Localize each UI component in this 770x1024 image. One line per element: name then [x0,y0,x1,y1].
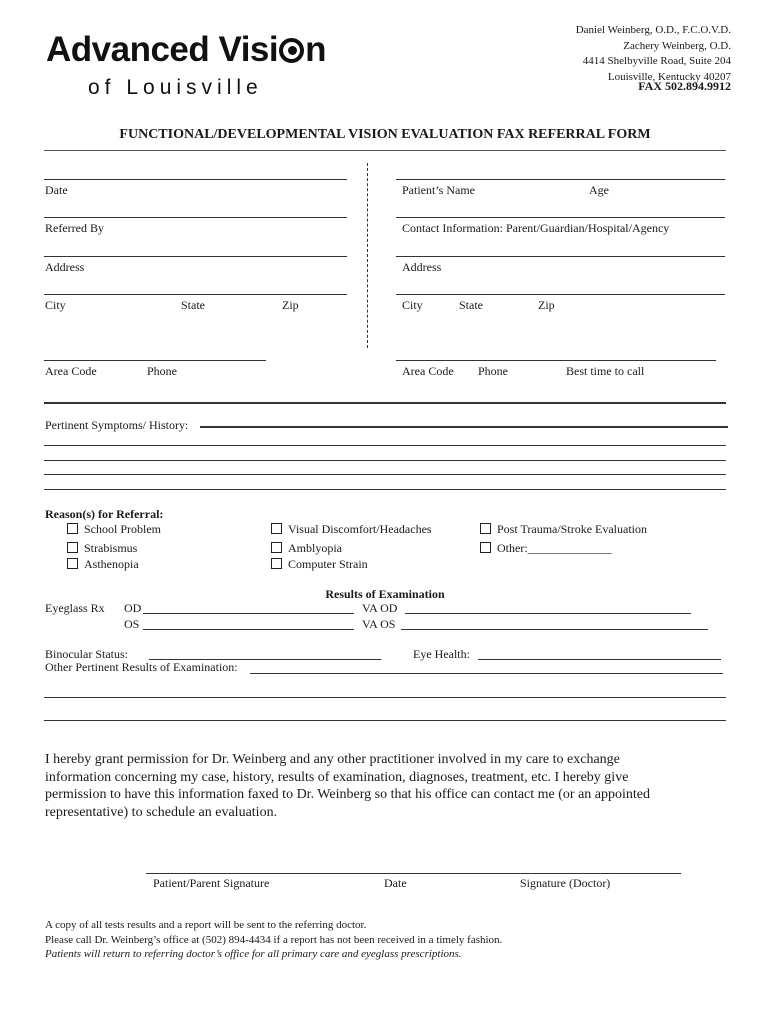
other-results-field[interactable] [250,673,723,674]
patient-phone-line[interactable] [396,360,716,361]
date-label: Date [45,183,68,197]
reason-label: Strabismus [84,541,138,555]
reasons-heading: Reason(s) for Referral: [45,507,164,521]
doctor-signature-label: Signature (Doctor) [520,876,611,890]
od-field[interactable] [143,613,354,614]
reason-checkbox-strabismus[interactable] [67,541,137,556]
practice-info [576,23,731,85]
permission-line: I hereby grant permission for Dr. Weinberg and any other practitioner involved in my care to exchange [45,752,620,767]
eyeglass-rx-label: Eyeglass Rx [45,601,105,615]
reason-checkbox-asthenopia[interactable] [67,557,139,572]
checkbox-icon[interactable] [271,558,282,569]
patient-phone-label: Phone [478,364,508,378]
reason-checkbox-visual-discomfort[interactable] [271,522,432,537]
permission-line: representative) to schedule an evaluation. [45,804,278,820]
logo-subtitle: of Louisville [88,76,263,99]
symptoms-label: Pertinent Symptoms/ History: [45,418,189,432]
reason-checkbox-school-problem[interactable] [67,522,161,537]
referred-by-label: Referred By [45,221,104,235]
va-od-label: VA OD [362,601,398,615]
reason-label: Visual Discomfort/Headaches [288,522,432,536]
referrer-address-label: Address [45,260,85,274]
checkbox-icon[interactable] [67,558,78,569]
column-divider [367,163,368,348]
symptoms-line-1[interactable] [200,426,728,428]
eye-health-field[interactable] [478,659,721,660]
symptoms-line-5[interactable] [44,489,726,490]
checkbox-icon[interactable] [480,542,491,553]
reason-label: Amblyopia [288,541,342,555]
os-label: OS [124,617,140,631]
other-results-line-3[interactable] [44,720,726,721]
patient-name-label: Patient’s Name [402,183,475,197]
footer-note-2: Please call Dr. Weinberg’s office at (502) 894-4434 if a report has not been received in a timely fashion. [45,934,503,946]
reason-checkbox-amblyopia[interactable] [271,541,342,556]
reason-label: Other:______________ [497,541,612,555]
referrer-phone-label: Phone [147,364,177,378]
permission-statement [45,751,650,821]
va-os-field[interactable] [401,629,708,630]
referred-by-line[interactable] [44,217,347,218]
patient-address-label: Address [402,260,442,274]
patient-area-code-label: Area Code [402,364,454,378]
eye-health-label: Eye Health: [413,647,470,661]
other-results-label: Other Pertinent Results of Examination: [45,660,238,674]
checkbox-icon[interactable] [271,523,282,534]
reason-label: School Problem [84,522,161,536]
contact-label: Contact Information: Parent/Guardian/Hospital/Agency [402,221,670,235]
practice-city: Louisville, Kentucky 40207 [607,70,731,83]
binocular-label: Binocular Status: [45,647,128,661]
doctor-name-1: Daniel Weinberg, O.D., F.C.O.V.D. [575,24,731,36]
patient-name-line[interactable] [396,179,725,180]
referrer-city-line[interactable] [44,294,347,295]
other-results-line-2[interactable] [44,697,726,698]
date-line[interactable] [44,179,347,180]
reason-checkbox-computer-strain[interactable] [271,557,368,572]
results-heading: Results of Examination [325,587,445,601]
doctor-name-2: Zachery Weinberg, O.D. [623,39,731,52]
checkbox-icon[interactable] [271,542,282,553]
best-time-label: Best time to call [566,364,645,378]
signature-date-label: Date [384,876,407,890]
permission-line: information concerning my case, history, results of examination, diagnoses, treatment, etc. I hereby give [45,769,629,785]
patient-city-line[interactable] [396,294,725,295]
va-os-label: VA OS [362,617,396,631]
logo-text: Advanced Visi [46,30,279,69]
patient-city-label: City [402,298,423,312]
checkbox-icon[interactable] [67,523,78,534]
reason-checkbox-post-trauma[interactable] [480,522,647,537]
reason-label: Post Trauma/Stroke Evaluation [497,522,647,536]
referrer-zip-label: Zip [282,298,299,312]
patient-state-label: State [459,298,483,312]
checkbox-icon[interactable] [480,523,491,534]
reason-label: Computer Strain [288,557,368,571]
permission-line: permission to have this information faxed to Dr. Weinberg so that his office can contact me (or an appointed [45,787,650,803]
symptoms-line-4[interactable] [44,474,726,475]
referrer-state-label: State [181,298,205,312]
referrer-city-label: City [45,298,66,312]
va-od-field[interactable] [405,613,691,614]
logo-eye-icon [279,38,304,63]
reason-checkbox-other[interactable] [480,541,612,556]
title-divider [44,150,726,151]
patient-age-label: Age [589,183,609,197]
logo-wordmark [46,30,326,70]
symptoms-line-2[interactable] [44,445,726,446]
reason-label: Asthenopia [84,557,139,571]
patient-zip-label: Zip [538,298,555,312]
practice-address: 4414 Shelbyville Road, Suite 204 [582,55,731,67]
patient-address-line[interactable] [396,256,725,257]
referrer-phone-line[interactable] [44,360,266,361]
patient-signature-label: Patient/Parent Signature [153,876,270,890]
form-title: FUNCTIONAL/DEVELOPMENTAL VISION EVALUATION FAX REFERRAL FORM [119,127,651,142]
section-divider [44,402,726,404]
footer-note-3: Patients will return to referring doctor’s office for all primary care and eyeglass prescriptions. [45,948,462,960]
checkbox-icon[interactable] [67,542,78,553]
footer-note-1: A copy of all tests results and a report will be sent to the referring doctor. [45,919,367,931]
os-field[interactable] [143,629,354,630]
symptoms-line-3[interactable] [44,460,726,461]
referrer-area-code-label: Area Code [45,364,97,378]
od-label: OD [124,601,142,615]
fax-number: FAX 502.894.9912 [638,79,731,93]
referrer-address-line[interactable] [44,256,347,257]
logo-text-end: n [305,30,327,69]
contact-line[interactable] [396,217,725,218]
signature-line[interactable] [146,873,681,874]
